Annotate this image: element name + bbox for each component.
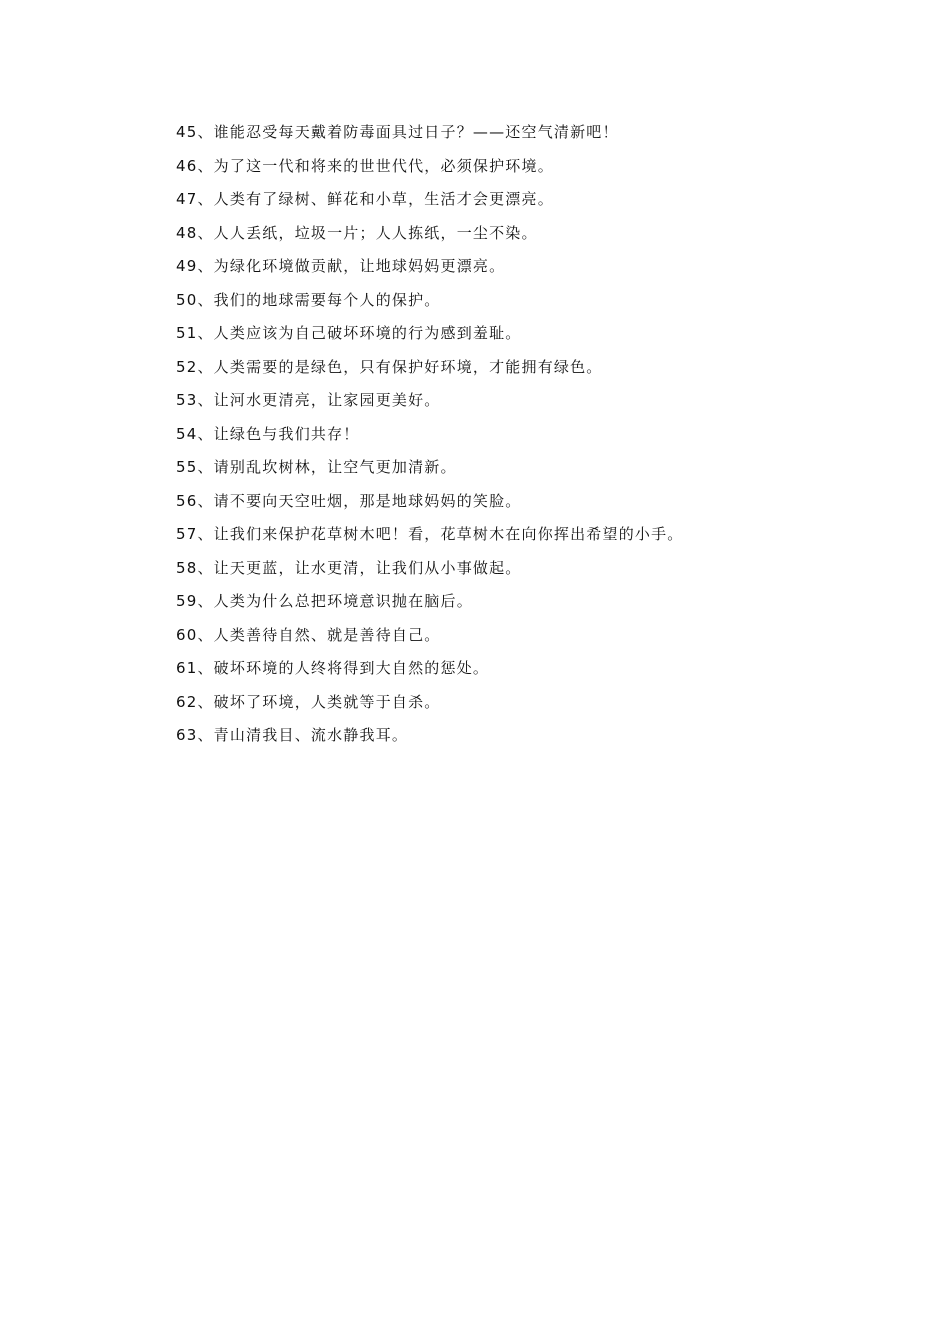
list-item: 45、谁能忍受每天戴着防毒面具过日子？——还空气清新吧！: [176, 123, 619, 141]
list-item: 53、让河水更清亮，让家园更美好。: [176, 391, 441, 409]
list-item: 47、人类有了绿树、鲜花和小草，生活才会更漂亮。: [176, 190, 554, 208]
list-item: 59、人类为什么总把环境意识抛在脑后。: [176, 592, 473, 610]
slogan-list: [176, 121, 876, 758]
list-item: 60、人类善待自然、就是善待自己。: [176, 625, 441, 644]
list-item: 51、人类应该为自己破坏环境的行为感到羞耻。: [176, 324, 522, 342]
list-item: 63、青山清我目、流水静我耳。: [176, 726, 409, 744]
list-item: 58、让天更蓝，让水更清，让我们从小事做起。: [176, 558, 522, 577]
list-item: 62、破坏了环境，人类就等于自杀。: [176, 692, 441, 711]
list-item: 46、为了这一代和将来的世世代代，必须保护环境。: [176, 156, 554, 175]
list-item: 61、破坏环境的人终将得到大自然的惩处。: [176, 659, 490, 677]
list-item: 48、人人丢纸，垃圾一片；人人拣纸，一尘不染。: [176, 223, 538, 242]
list-item: 49、为绿化环境做贡献，让地球妈妈更漂亮。: [176, 257, 506, 275]
list-item: 57、让我们来保护花草树木吧！看，花草树木在向你挥出希望的小手。: [176, 525, 684, 543]
list-item: 55、请别乱坎树林，让空气更加清新。: [176, 458, 457, 476]
list-item: 50、我们的地球需要每个人的保护。: [176, 290, 441, 309]
list-item: 52、人类需要的是绿色，只有保护好环境，才能拥有绿色。: [176, 357, 603, 376]
list-item: 54、让绿色与我们共存！: [176, 424, 360, 443]
list-item: 56、请不要向天空吐烟，那是地球妈妈的笑脸。: [176, 491, 522, 510]
